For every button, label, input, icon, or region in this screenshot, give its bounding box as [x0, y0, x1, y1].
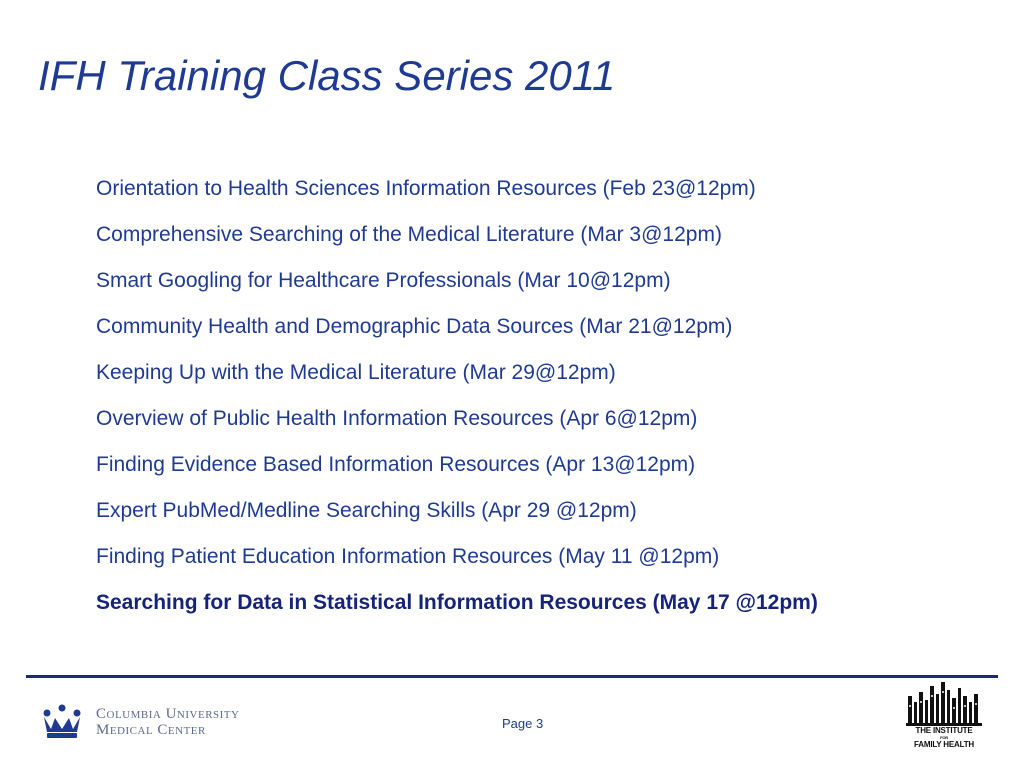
- course-item: Keeping Up with the Medical Literature (Mar 29@12pm): [96, 361, 616, 384]
- cumc-line-1: Columbia University: [96, 706, 240, 722]
- cumc-line-2: Medical Center: [96, 722, 206, 738]
- ifh-line-2: FOR: [940, 735, 948, 740]
- course-item-highlighted: Searching for Data in Statistical Information Resources (May 17 @12pm): [96, 591, 818, 614]
- ifh-wordmark: [904, 726, 984, 749]
- cumc-wordmark: [96, 706, 239, 738]
- course-item: Finding Patient Education Information Resources (May 11 @12pm): [96, 545, 720, 568]
- slide-title: IFH Training Class Series 2011: [38, 52, 616, 99]
- course-item: Orientation to Health Sciences Information Resources (Feb 23@12pm): [96, 177, 756, 200]
- course-item: Expert PubMed/Medline Searching Skills (Apr 29 @12pm): [96, 499, 637, 522]
- cumc-logo: [40, 703, 239, 741]
- ifh-logo: [904, 682, 984, 760]
- course-item: Overview of Public Health Information Resources (Apr 6@12pm): [96, 407, 698, 430]
- course-item: Community Health and Demographic Data Sources (Mar 21@12pm): [96, 315, 733, 338]
- crown-icon: [40, 703, 84, 741]
- course-item: Smart Googling for Healthcare Professionals (Mar 10@12pm): [96, 269, 671, 292]
- footer-divider: [26, 675, 998, 678]
- skyline-bars-icon: [906, 682, 982, 726]
- page-number: Page 3: [502, 716, 544, 731]
- course-item: Finding Evidence Based Information Resources (Apr 13@12pm): [96, 453, 696, 476]
- course-list: [96, 166, 818, 626]
- ifh-line-3: FAMILY HEALTH: [914, 740, 974, 749]
- course-item: Comprehensive Searching of the Medical Literature (Mar 3@12pm): [96, 223, 722, 246]
- ifh-line-1: THE INSTITUTE: [915, 726, 973, 735]
